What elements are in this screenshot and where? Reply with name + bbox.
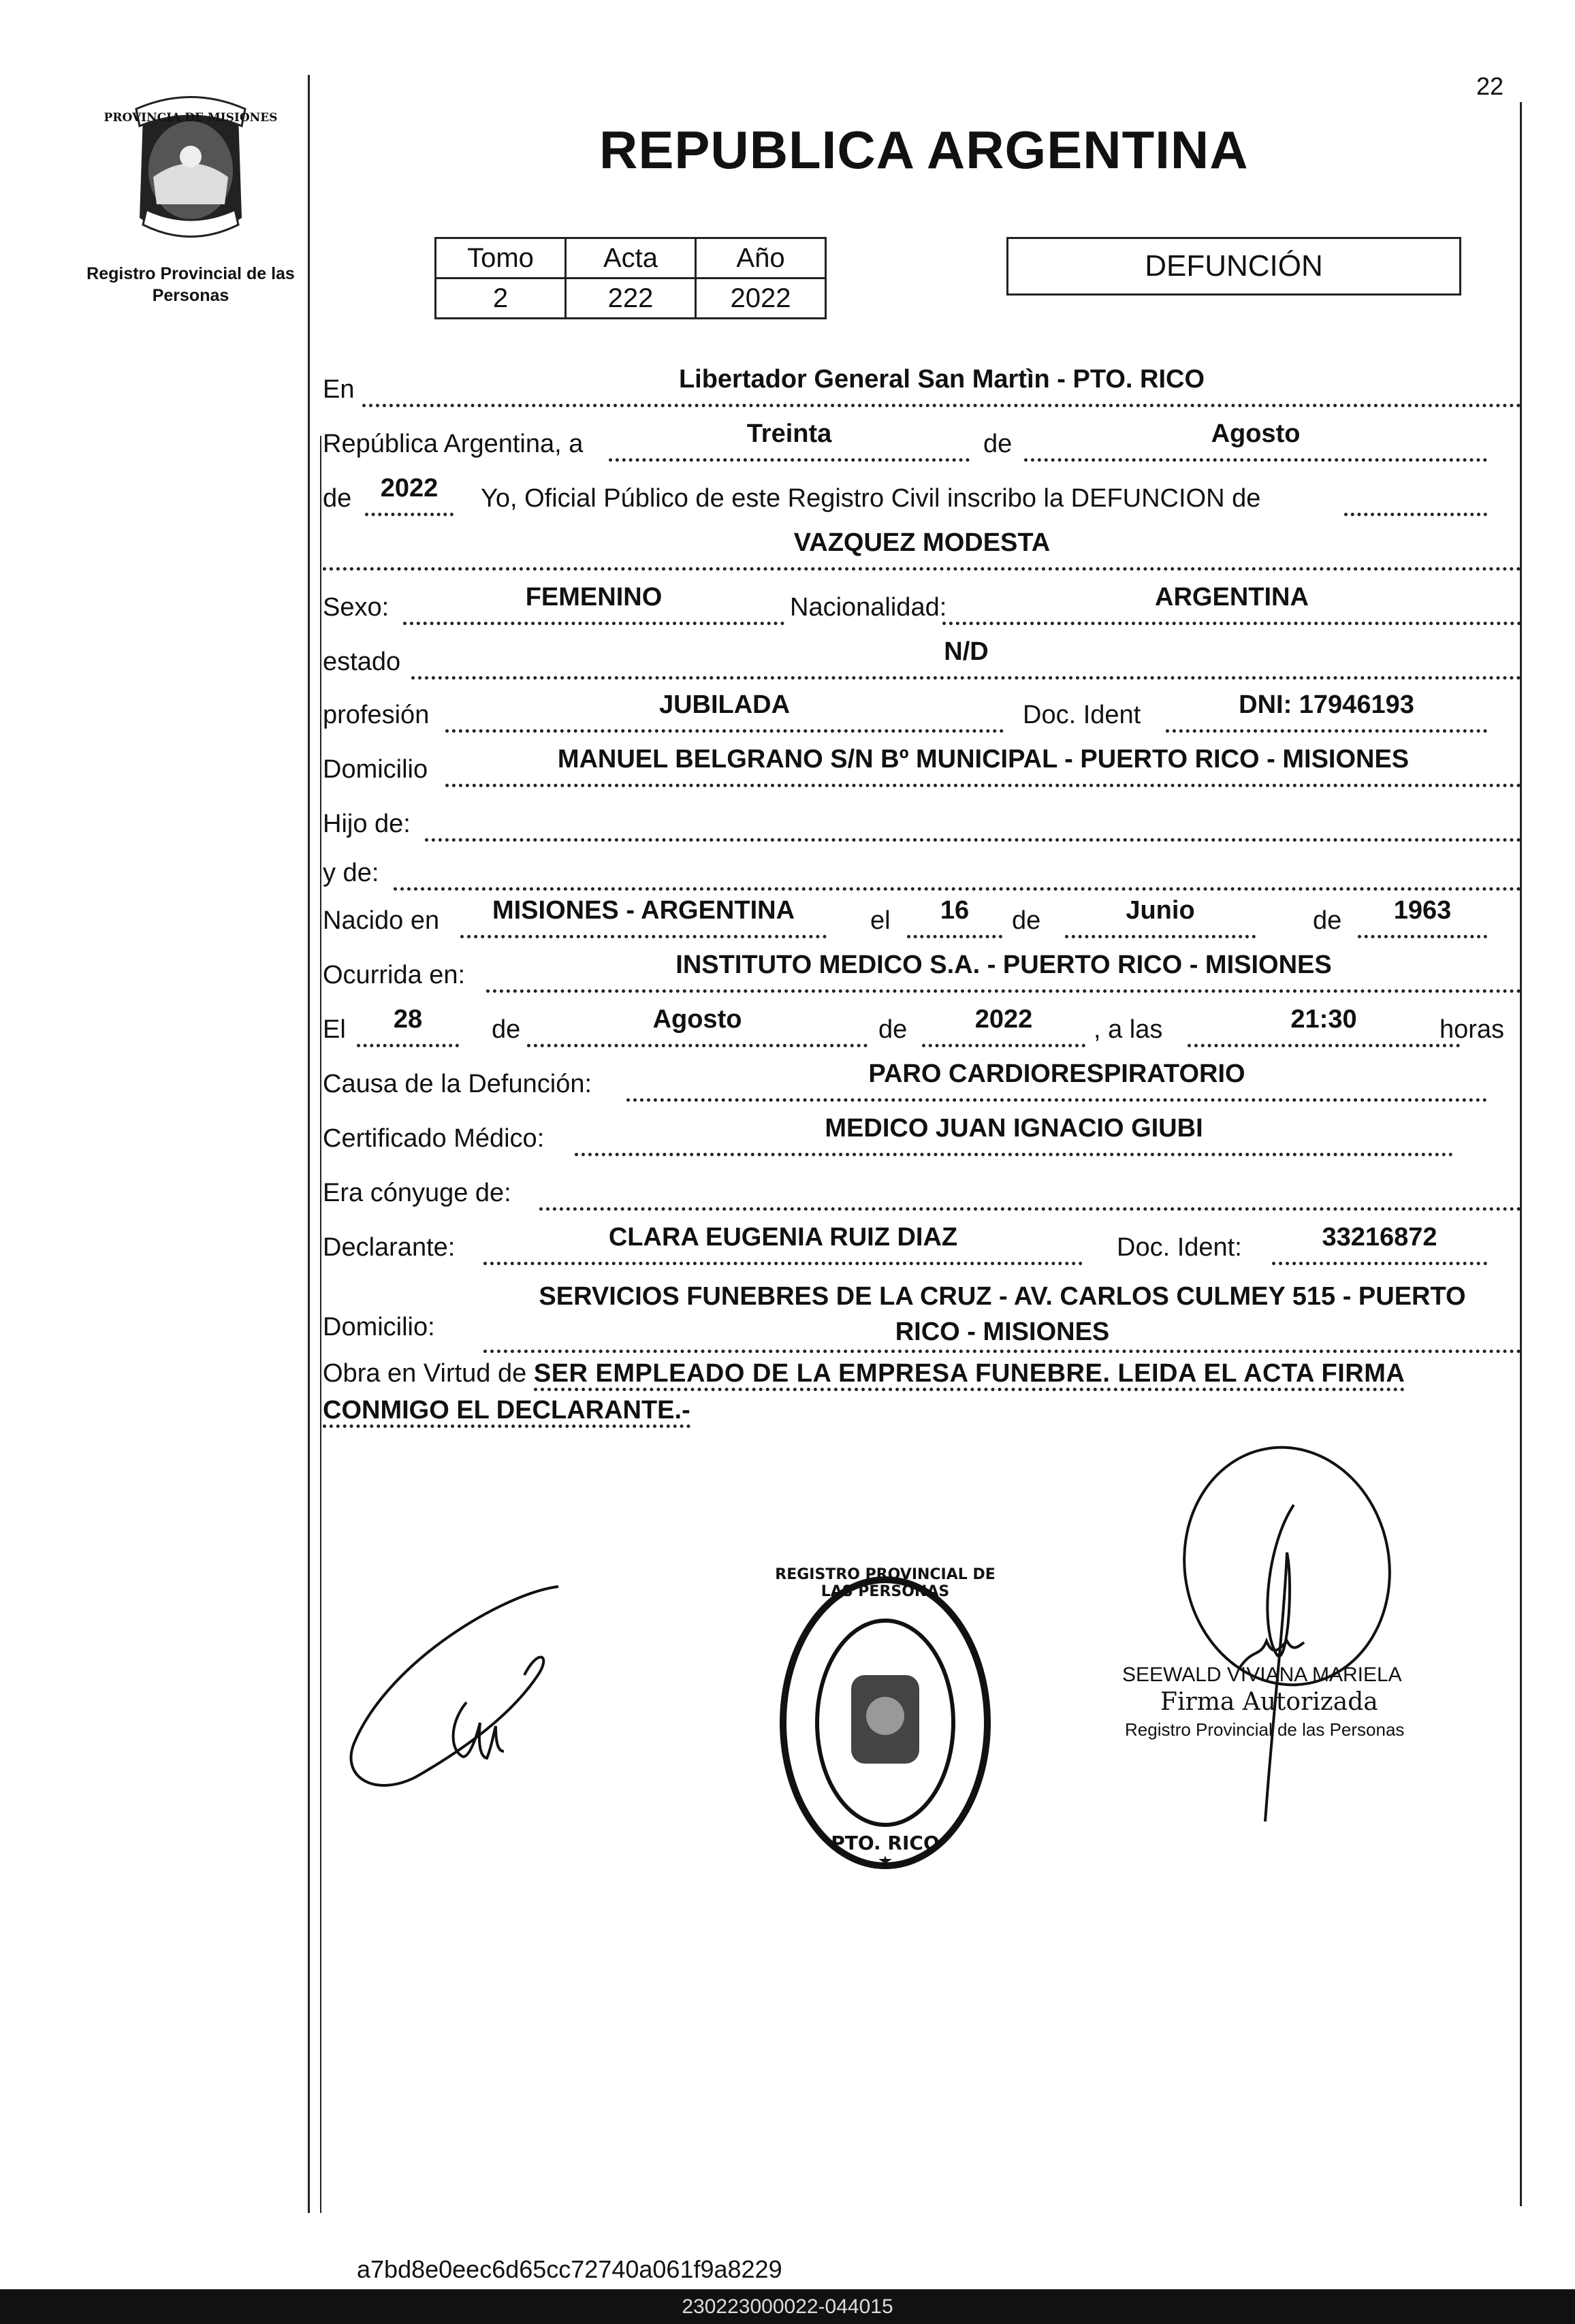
label-certificado: Certificado Médico: bbox=[323, 1124, 545, 1153]
value-nac-dia: 16 bbox=[940, 896, 970, 925]
field-ocurrida-en bbox=[486, 950, 1521, 993]
official-stamp bbox=[769, 1566, 1001, 1893]
row-fecha-defuncion bbox=[323, 1005, 1521, 1049]
field-domicilio bbox=[445, 744, 1521, 787]
label-de-nac-mes: de bbox=[1012, 906, 1041, 935]
row-hijo-de bbox=[323, 802, 1521, 843]
acta-value-tomo: 2 bbox=[436, 278, 566, 319]
value-profesion: JUBILADA bbox=[658, 690, 791, 719]
declarant-signature-icon bbox=[334, 1573, 579, 1818]
document-type-box: DEFUNCIÓN bbox=[1006, 237, 1461, 296]
field-nombre bbox=[323, 528, 1521, 571]
value-nac-mes: Junio bbox=[1126, 896, 1195, 925]
field-nac-dia bbox=[907, 895, 1002, 938]
field-domicilio-declarante bbox=[483, 1279, 1521, 1353]
row-nacido-en bbox=[323, 896, 1521, 940]
label-en: En bbox=[323, 375, 355, 404]
field-mes bbox=[1024, 419, 1487, 462]
field-declarante-doc bbox=[1272, 1222, 1487, 1265]
value-estado: N/D bbox=[944, 637, 989, 666]
value-hora: 21:30 bbox=[1290, 1005, 1357, 1034]
label-a-las: , a las bbox=[1094, 1015, 1163, 1044]
row-certificado bbox=[323, 1114, 1521, 1158]
label-yo-text: Yo, Oficial Público de este Registro Civil inscribo la DEFUNCION de bbox=[481, 484, 1261, 513]
value-domicilio-declarante-line1: SERVICIOS FUNEBRES DE LA CRUZ - AV. CARLOS CULMEY 515 - PUERTO bbox=[539, 1282, 1466, 1311]
row-domicilio bbox=[323, 745, 1521, 789]
stamp-text: REGISTRO PROVINCIAL DE LAS PERSONAS bbox=[775, 1566, 996, 1600]
row-sexo bbox=[323, 583, 1521, 626]
label-y-de: y de: bbox=[323, 859, 379, 887]
label-el: el bbox=[870, 906, 891, 935]
label-republica: República Argentina, a bbox=[323, 430, 584, 458]
field-dia-texto bbox=[609, 419, 970, 462]
label-estado: estado bbox=[323, 648, 401, 676]
footer-id-bar: 230223000022-044015 bbox=[0, 2289, 1575, 2324]
value-mes: Agosto bbox=[1211, 419, 1301, 448]
value-def-anio: 2022 bbox=[974, 1005, 1033, 1034]
authorized-signature-icon bbox=[1158, 1423, 1403, 1832]
field-dni bbox=[1166, 690, 1487, 733]
signer-name: SEEWALD VIVIANA MARIELA bbox=[1122, 1664, 1402, 1686]
field-profesion bbox=[445, 690, 1004, 733]
signer-org: Registro Provincial de las Personas bbox=[1125, 1719, 1405, 1740]
label-de-def-anio: de bbox=[878, 1015, 908, 1044]
page-number: 22 bbox=[1476, 72, 1504, 100]
acta-header-acta: Acta bbox=[566, 238, 696, 278]
label-horas: horas bbox=[1439, 1015, 1505, 1044]
row-ocurrida-en bbox=[323, 953, 1521, 994]
acta-header-tomo: Tomo bbox=[436, 238, 566, 278]
left-border-line bbox=[308, 75, 310, 2213]
row-domicilio-declarante bbox=[323, 1279, 1521, 1354]
field-certificado bbox=[575, 1113, 1453, 1156]
value-lugar: Libertador General San Martìn - PTO. RICO bbox=[678, 365, 1205, 394]
field-nac-anio bbox=[1358, 895, 1487, 938]
value-causa: PARO CARDIORESPIRATORIO bbox=[868, 1060, 1245, 1088]
row-fecha bbox=[323, 419, 1521, 463]
value-sexo: FEMENINO bbox=[525, 583, 663, 611]
value-ocurrida-en: INSTITUTO MEDICO S.A. - PUERTO RICO - MISIONES bbox=[675, 951, 1332, 979]
value-anio: 2022 bbox=[380, 474, 439, 503]
row-y-de bbox=[323, 851, 1521, 892]
field-sexo bbox=[403, 582, 784, 625]
row-estado bbox=[323, 637, 1521, 681]
value-nombre: VAZQUEZ MODESTA bbox=[793, 528, 1051, 557]
row-causa bbox=[323, 1062, 1521, 1103]
value-def-mes: Agosto bbox=[652, 1005, 742, 1034]
label-obra: Obra en Virtud de bbox=[323, 1359, 527, 1388]
registry-label: Registro Provincial de las Personas bbox=[86, 264, 295, 305]
label-sexo: Sexo: bbox=[323, 593, 389, 622]
label-causa: Causa de la Defunción: bbox=[323, 1070, 592, 1098]
acta-header-anio: Año bbox=[696, 238, 826, 278]
row-declarante bbox=[323, 1223, 1521, 1267]
field-estado bbox=[411, 637, 1521, 680]
label-nacido-en: Nacido en bbox=[323, 906, 440, 935]
label-nacionalidad: Nacionalidad: bbox=[790, 593, 947, 622]
value-obra-line2: CONMIGO EL DECLARANTE.- bbox=[323, 1396, 690, 1428]
acta-value-anio: 2022 bbox=[696, 278, 826, 319]
value-certificado: MEDICO JUAN IGNACIO GIUBI bbox=[825, 1114, 1203, 1143]
row-obra-en-virtud bbox=[323, 1355, 1528, 1429]
field-declarante bbox=[483, 1222, 1083, 1265]
value-obra-line1: SER EMPLEADO DE LA EMPRESA FUNEBRE. LEIDA EL ACTA FIRMA bbox=[534, 1359, 1405, 1391]
field-y-de bbox=[394, 848, 1521, 891]
row-inscripcion bbox=[323, 474, 1521, 518]
label-el-cap: El bbox=[323, 1015, 346, 1044]
label-de-nac-anio: de bbox=[1313, 906, 1342, 935]
provincial-seal-icon bbox=[104, 89, 278, 245]
value-dia-texto: Treinta bbox=[746, 419, 832, 448]
value-nacido-en: MISIONES - ARGENTINA bbox=[492, 896, 795, 925]
label-de-def-mes: de bbox=[492, 1015, 521, 1044]
value-domicilio: MANUEL BELGRANO S/N Bº MUNICIPAL - PUERTO RICO - MISIONES bbox=[557, 745, 1410, 774]
acta-table bbox=[434, 237, 827, 319]
stamp-sub: PTO. RICO bbox=[831, 1832, 940, 1854]
signer-role: Firma Autorizada bbox=[1160, 1688, 1378, 1716]
field-def-dia bbox=[357, 1004, 459, 1047]
row-lugar bbox=[323, 365, 1521, 409]
field-conyuge bbox=[539, 1168, 1521, 1211]
field-def-anio bbox=[922, 1004, 1085, 1047]
label-domicilio: Domicilio bbox=[323, 755, 428, 784]
field-def-mes bbox=[527, 1004, 868, 1047]
signature-block bbox=[1122, 1661, 1463, 1743]
row-conyuge bbox=[323, 1171, 1521, 1212]
field-lugar bbox=[362, 364, 1521, 407]
seal-lettering: PROVINCIA DE MISIONES bbox=[104, 111, 278, 125]
row-nombre bbox=[323, 528, 1521, 572]
document-hash: a7bd8e0eec6d65cc72740a061f9a8229 bbox=[357, 2255, 782, 2283]
label-hijo-de: Hijo de: bbox=[323, 810, 411, 838]
field-hora bbox=[1188, 1004, 1460, 1047]
label-ocurrida-en: Ocurrida en: bbox=[323, 961, 466, 989]
label-de: de bbox=[983, 430, 1013, 458]
value-nac-anio: 1963 bbox=[1393, 896, 1452, 925]
value-nacionalidad: ARGENTINA bbox=[1155, 583, 1309, 611]
page-title: REPUBLICA ARGENTINA bbox=[599, 120, 1249, 180]
field-anio bbox=[365, 473, 454, 516]
label-domicilio-declarante: Domicilio: bbox=[323, 1313, 435, 1341]
row-profesion bbox=[323, 690, 1521, 734]
label-doc-ident-declarante: Doc. Ident: bbox=[1117, 1233, 1242, 1262]
field-blank-1 bbox=[1344, 473, 1487, 516]
label-profesion: profesión bbox=[323, 701, 430, 729]
value-domicilio-declarante-line2: RICO - MISIONES bbox=[895, 1318, 1110, 1346]
field-nacido-en bbox=[460, 895, 827, 938]
value-declarante-doc: 33216872 bbox=[1322, 1223, 1437, 1252]
field-causa bbox=[626, 1059, 1487, 1102]
value-def-dia: 28 bbox=[393, 1005, 423, 1034]
label-doc-ident: Doc. Ident bbox=[1023, 701, 1141, 729]
label-de-anio: de bbox=[323, 484, 352, 513]
left-border-line-inner bbox=[320, 436, 321, 2213]
field-nacionalidad bbox=[942, 582, 1521, 625]
field-nac-mes bbox=[1065, 895, 1256, 938]
value-declarante: CLARA EUGENIA RUIZ DIAZ bbox=[608, 1223, 958, 1252]
label-conyuge: Era cónyuge de: bbox=[323, 1179, 511, 1207]
label-declarante: Declarante: bbox=[323, 1233, 456, 1262]
value-dni: DNI: 17946193 bbox=[1239, 690, 1414, 719]
field-hijo-de bbox=[425, 799, 1521, 842]
acta-value-acta: 222 bbox=[566, 278, 696, 319]
